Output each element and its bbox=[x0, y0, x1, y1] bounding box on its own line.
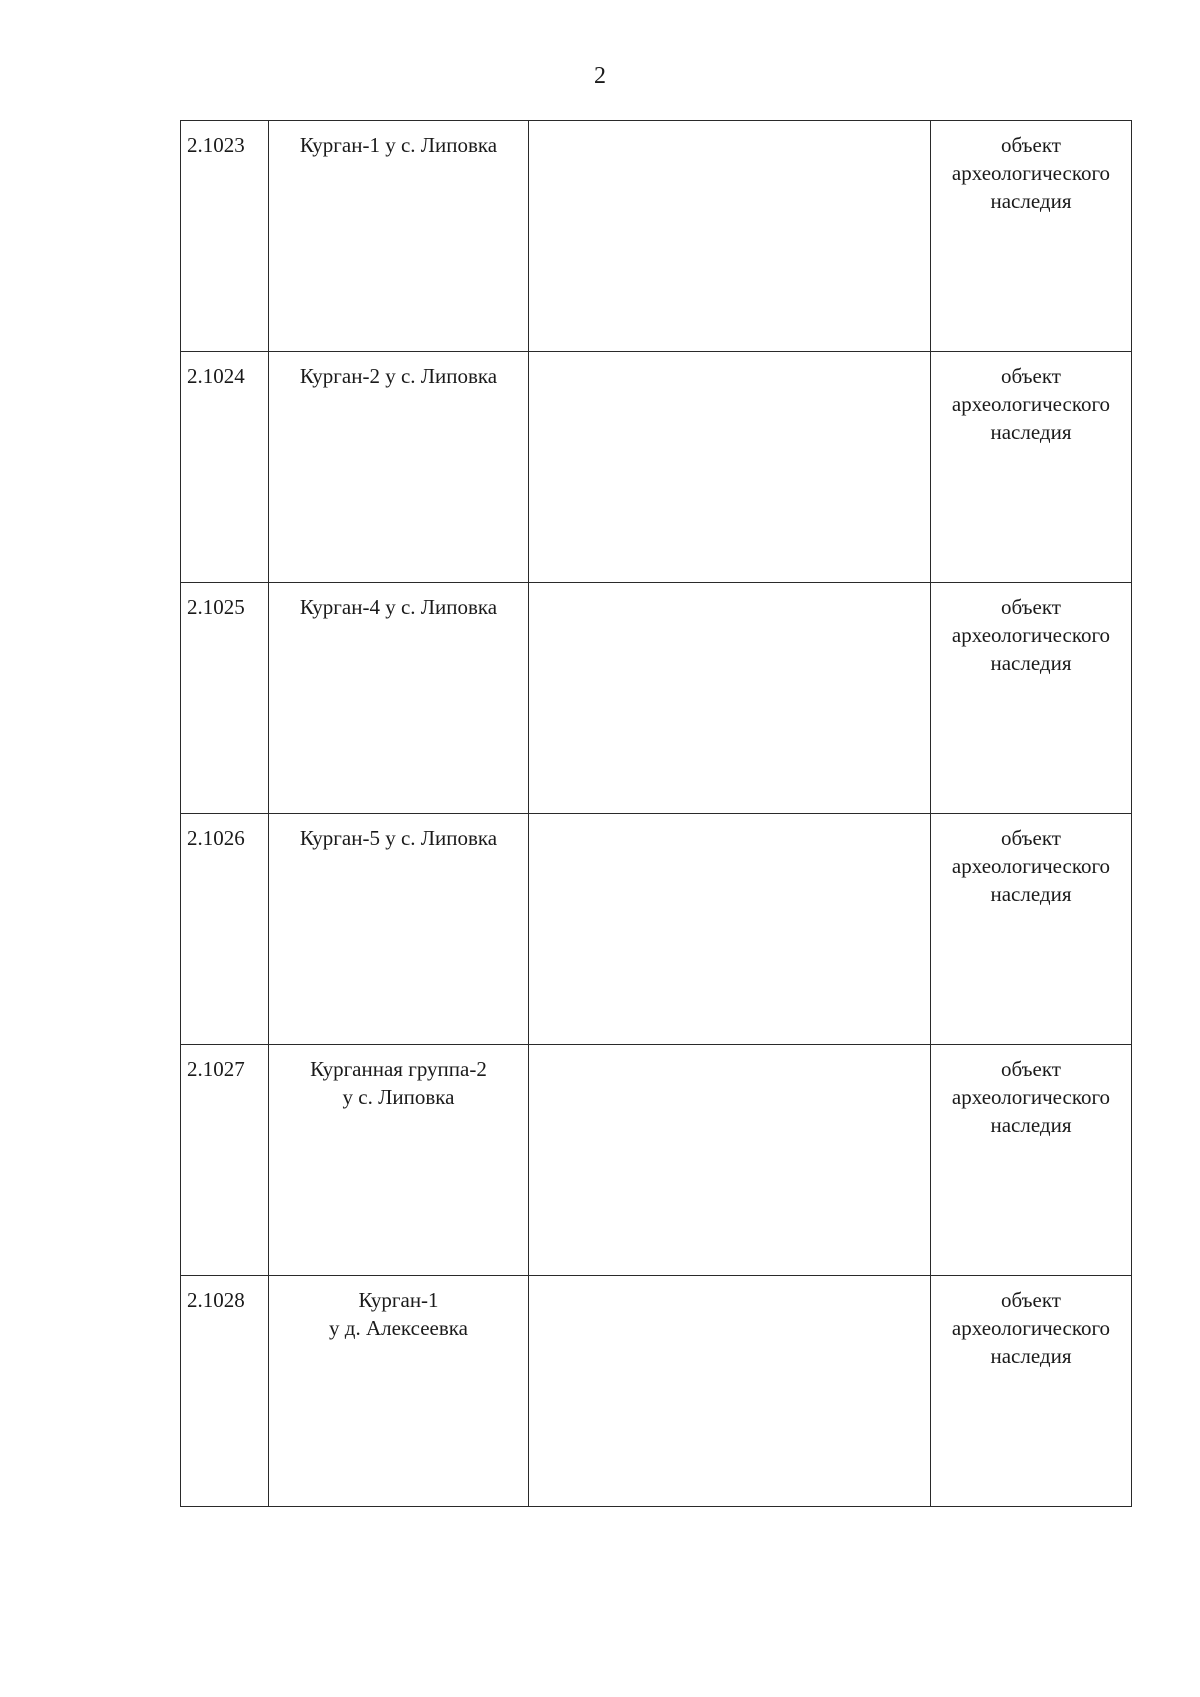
object-name bbox=[269, 814, 529, 1045]
row-number: 2.1028 bbox=[181, 1276, 269, 1507]
row-number: 2.1025 bbox=[181, 583, 269, 814]
category-line: объект bbox=[1001, 595, 1061, 619]
heritage-registry-table bbox=[180, 120, 1132, 1507]
object-category bbox=[931, 814, 1132, 1045]
category-line: археологического bbox=[951, 1085, 1111, 1109]
table-row bbox=[181, 583, 1132, 814]
page-number: 2 bbox=[594, 63, 606, 89]
object-name-line: у д. Алексеевка bbox=[329, 1316, 468, 1340]
object-location bbox=[529, 352, 931, 583]
table-row bbox=[181, 1045, 1132, 1276]
category-line: объект bbox=[1001, 364, 1061, 388]
category-line: объект bbox=[1001, 1057, 1061, 1081]
object-name bbox=[269, 583, 529, 814]
table-row bbox=[181, 1276, 1132, 1507]
category-line: объект bbox=[1001, 1288, 1061, 1312]
category-line: наследия bbox=[990, 1344, 1072, 1368]
category-line: археологического bbox=[951, 392, 1111, 416]
object-location bbox=[529, 814, 931, 1045]
object-location bbox=[529, 1276, 931, 1507]
table-row bbox=[181, 814, 1132, 1045]
table-row bbox=[181, 352, 1132, 583]
category-line: археологического bbox=[951, 161, 1111, 185]
object-name bbox=[269, 1045, 529, 1276]
object-name-line: Курган-2 у с. Липовка bbox=[299, 364, 498, 388]
row-number: 2.1026 bbox=[181, 814, 269, 1045]
object-name bbox=[269, 121, 529, 352]
object-name bbox=[269, 1276, 529, 1507]
object-name-line: Курган-1 у с. Липовка bbox=[299, 133, 498, 157]
object-location bbox=[529, 583, 931, 814]
category-line: археологического bbox=[951, 1316, 1111, 1340]
category-line: наследия bbox=[990, 1113, 1072, 1137]
row-number: 2.1023 bbox=[181, 121, 269, 352]
category-line: объект bbox=[1001, 133, 1061, 157]
object-category bbox=[931, 583, 1132, 814]
row-number: 2.1024 bbox=[181, 352, 269, 583]
object-name-line: Курганная группа-2 bbox=[310, 1057, 487, 1081]
object-category bbox=[931, 121, 1132, 352]
category-line: наследия bbox=[990, 420, 1072, 444]
object-name-line: Курган-5 у с. Липовка bbox=[299, 826, 498, 850]
category-line: археологического bbox=[951, 854, 1111, 878]
category-line: объект bbox=[1001, 826, 1061, 850]
object-name-line: Курган-1 bbox=[358, 1288, 439, 1312]
object-name-line: у с. Липовка bbox=[342, 1085, 455, 1109]
object-name-line: Курган-4 у с. Липовка bbox=[299, 595, 498, 619]
object-name bbox=[269, 352, 529, 583]
table-row bbox=[181, 121, 1132, 352]
row-number: 2.1027 bbox=[181, 1045, 269, 1276]
object-category bbox=[931, 1276, 1132, 1507]
object-location bbox=[529, 121, 931, 352]
object-category bbox=[931, 1045, 1132, 1276]
category-line: археологического bbox=[951, 623, 1111, 647]
category-line: наследия bbox=[990, 189, 1072, 213]
category-line: наследия bbox=[990, 651, 1072, 675]
object-location bbox=[529, 1045, 931, 1276]
category-line: наследия bbox=[990, 882, 1072, 906]
object-category bbox=[931, 352, 1132, 583]
